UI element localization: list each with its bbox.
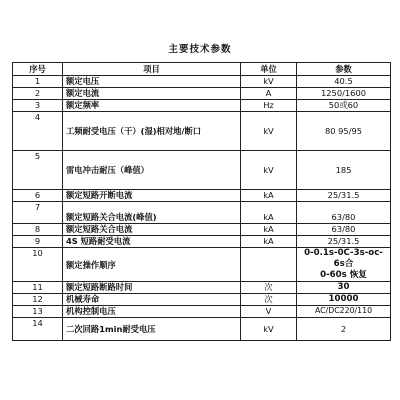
row-unit: kA [241, 224, 297, 236]
row-value: 185 [297, 151, 391, 190]
row-value: 25/31.5 [297, 190, 391, 202]
header-unit: 单位 [241, 63, 297, 76]
row-item: 额定短路关合电流 [63, 224, 241, 236]
row-unit: 次 [241, 294, 297, 306]
row-value: 50或60 [297, 100, 391, 112]
table-row [13, 318, 391, 341]
row-unit: V [241, 306, 297, 318]
row-no: 5 [13, 151, 63, 190]
table-row [13, 294, 391, 306]
row-value: 40.5 [297, 76, 391, 88]
row-unit: 次 [241, 282, 297, 294]
row-unit: kV [241, 112, 297, 151]
row-item: 机械寿命 [63, 294, 241, 306]
row-unit [241, 248, 297, 282]
row-value-line: 0-0.1s-0C-3s-oc-6s合 [304, 248, 383, 269]
table-row [13, 202, 391, 224]
row-item: 额定短路开断电流 [63, 190, 241, 202]
row-value: 80 95/95 [297, 112, 391, 151]
header-no: 序号 [13, 63, 63, 76]
row-no: 12 [13, 294, 63, 306]
row-no: 4 [13, 112, 63, 151]
row-item: 额定电压 [63, 76, 241, 88]
row-no: 11 [13, 282, 63, 294]
row-no: 8 [13, 224, 63, 236]
row-no: 1 [13, 76, 63, 88]
table-row [13, 248, 391, 282]
table-row [13, 190, 391, 202]
row-item: 额定电流 [63, 88, 241, 100]
row-no: 14 [13, 318, 63, 341]
table-header-row [13, 63, 391, 76]
table-row [13, 151, 391, 190]
row-value: 30 [297, 282, 391, 294]
row-item: 工频耐受电压（干）(湿)相对地/断口 [63, 112, 241, 151]
row-value: 63/80 [297, 224, 391, 236]
table-row [13, 282, 391, 294]
header-value: 参数 [297, 63, 391, 76]
table-row [13, 100, 391, 112]
table-row [13, 236, 391, 248]
row-unit: kA [241, 236, 297, 248]
row-no: 10 [13, 248, 63, 282]
row-value: 1250/1600 [297, 88, 391, 100]
row-item: 额定短路断路时间 [63, 282, 241, 294]
row-value [297, 248, 391, 282]
row-no: 6 [13, 190, 63, 202]
row-unit: Hz [241, 100, 297, 112]
row-unit: kA [241, 190, 297, 202]
row-unit: kA [241, 202, 297, 224]
row-value-line: 0-60s 恢复 [320, 270, 367, 280]
row-unit: A [241, 88, 297, 100]
row-no: 2 [13, 88, 63, 100]
row-no: 7 [13, 202, 63, 224]
row-item: 机构控制电压 [63, 306, 241, 318]
row-value: 63/80 [297, 202, 391, 224]
row-value: AC/DC220/110 [297, 306, 391, 318]
table-row [13, 76, 391, 88]
row-value: 2 [297, 318, 391, 341]
row-no: 3 [13, 100, 63, 112]
spec-table [12, 62, 391, 341]
row-unit: kV [241, 318, 297, 341]
row-value: 10000 [297, 294, 391, 306]
row-item: 雷电冲击耐压（峰值） [63, 151, 241, 190]
row-value: 25/31.5 [297, 236, 391, 248]
row-item: 二次回路1min耐受电压 [63, 318, 241, 341]
row-no: 9 [13, 236, 63, 248]
row-unit: kV [241, 76, 297, 88]
row-item: 额定频率 [63, 100, 241, 112]
page-title: 主要技术参数 [168, 44, 232, 55]
table-row [13, 306, 391, 318]
row-item: 额定短路关合电流(峰值) [63, 202, 241, 224]
table-row [13, 88, 391, 100]
row-item: 4S 短路耐受电流 [63, 236, 241, 248]
table-row [13, 224, 391, 236]
row-no: 13 [13, 306, 63, 318]
header-item: 项目 [63, 63, 241, 76]
row-item: 额定操作顺序 [63, 248, 241, 282]
table-row [13, 112, 391, 151]
row-unit: kV [241, 151, 297, 190]
